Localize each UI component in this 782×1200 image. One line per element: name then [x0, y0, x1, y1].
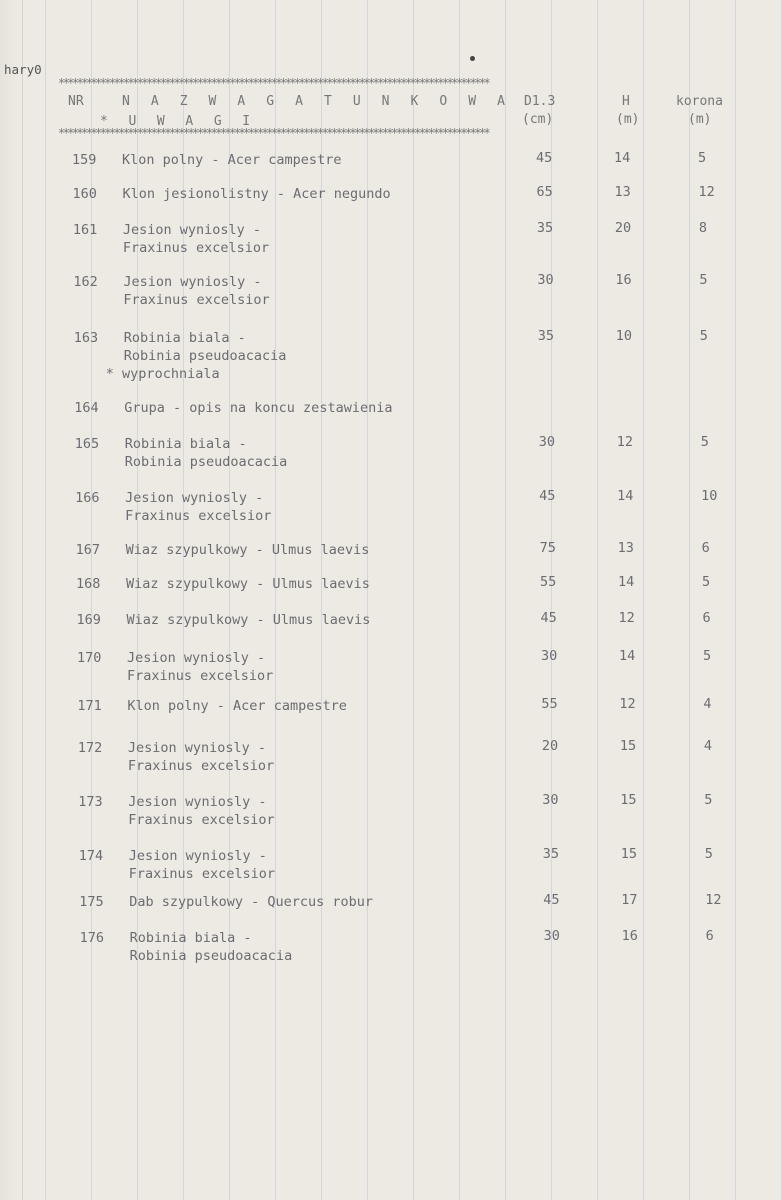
column-header-diameter-unit: (cm) [522, 112, 554, 127]
species-latin: Fraxinus excelsior [122, 240, 270, 256]
row-number: 161 [72, 222, 98, 238]
crown-value: 5 [698, 150, 707, 166]
diameter-value: 45 [536, 150, 553, 166]
height-value: 15 [619, 738, 637, 754]
row-number: 175 [79, 894, 104, 910]
species-latin: Robinia pseudoacacia [129, 948, 293, 964]
crown-value: 5 [699, 328, 708, 344]
diameter-value: 55 [541, 696, 558, 712]
species-name: Klon jesionolistny - Acer negundo [122, 186, 391, 202]
crown-value: 5 [704, 792, 713, 808]
crown-value: 5 [702, 648, 712, 664]
diameter-value: 20 [541, 738, 559, 754]
crown-value: 8 [698, 220, 708, 236]
species-name: Robinia biala - [123, 330, 246, 346]
row-number: 162 [73, 274, 98, 290]
species-latin: Fraxinus excelsior [123, 292, 270, 308]
diameter-value: 35 [537, 328, 555, 344]
column-header-height: H [622, 94, 630, 109]
species-name: Wiaz szypulkowy - Ulmus laevis [125, 542, 370, 558]
row-number: 160 [72, 186, 97, 202]
crown-value: 12 [698, 184, 715, 200]
height-value: 14 [614, 150, 631, 166]
height-value: 14 [617, 488, 634, 504]
crown-value: 6 [701, 540, 710, 556]
height-value: 20 [614, 220, 632, 236]
height-value: 12 [619, 696, 636, 712]
species-name: Wiaz szypulkowy - Ulmus laevis [126, 576, 370, 592]
row-number: 167 [75, 542, 100, 558]
row-number: 173 [78, 794, 103, 810]
crown-value: 5 [702, 574, 711, 590]
margin-line [22, 0, 23, 1200]
ink-dot [470, 56, 475, 61]
species-latin: Fraxinus excelsior [125, 508, 272, 524]
column-header-crown-unit: (m) [688, 112, 712, 127]
species-name: Jesion wyniosly - [128, 848, 267, 864]
row-number: 176 [79, 930, 105, 946]
height-value: 16 [615, 272, 632, 288]
species-name: Robinia biala - [129, 930, 252, 946]
species-latin: Robinia pseudoacacia [124, 454, 288, 470]
diameter-value: 45 [543, 892, 560, 908]
diameter-value: 45 [539, 488, 556, 504]
height-value: 13 [614, 184, 631, 200]
column-header-remarks: * U W A G I [100, 114, 257, 129]
height-value: 15 [620, 792, 637, 808]
row-number: 174 [78, 848, 104, 864]
row-number: 171 [77, 698, 102, 714]
diameter-value: 75 [539, 540, 556, 556]
height-value: 14 [618, 574, 635, 590]
height-value: 17 [621, 892, 638, 908]
height-value: 16 [621, 928, 638, 944]
species-name: Wiaz szypulkowy - Ulmus laevis [126, 612, 371, 628]
crown-value: 5 [700, 434, 709, 450]
row-number: 163 [73, 330, 99, 346]
crown-value: 5 [699, 272, 708, 288]
species-name: Jesion wyniosly - [126, 650, 266, 666]
diameter-value: 35 [542, 846, 560, 862]
height-value: 10 [615, 328, 633, 344]
crown-value: 6 [705, 928, 714, 944]
diameter-value: 30 [540, 648, 558, 664]
crown-value: 5 [704, 846, 713, 862]
species-latin: Fraxinus excelsior [128, 866, 276, 882]
height-value: 14 [618, 648, 636, 664]
species-latin: Fraxinus excelsior [128, 812, 275, 828]
species-latin: Robinia pseudoacacia [123, 348, 287, 364]
height-value: 15 [620, 846, 638, 862]
crown-value: 12 [705, 892, 722, 908]
species-name: Jesion wyniosly - [125, 490, 264, 506]
species-name: Klon polny - Acer campestre [127, 698, 347, 714]
column-header-crown: korona [676, 94, 723, 109]
row-number: 164 [74, 400, 99, 416]
diameter-value: 30 [538, 434, 555, 450]
row-number: 172 [77, 740, 103, 756]
species-latin: Fraxinus excelsior [127, 758, 275, 774]
species-name: Dab szypulkowy - Quercus robur [129, 894, 374, 910]
diameter-value: 30 [542, 792, 559, 808]
column-header-height-unit: (m) [616, 112, 640, 127]
crown-value: 4 [703, 738, 712, 754]
row-number: 166 [75, 490, 100, 506]
column-header-nr: NR [68, 94, 84, 109]
header-bottom-rule: ********************************************************************************************* [58, 126, 489, 140]
diameter-value: 35 [536, 220, 554, 236]
height-value: 12 [618, 610, 635, 626]
diameter-value: 30 [543, 928, 560, 944]
row-number: 165 [74, 436, 100, 452]
diameter-value: 65 [536, 184, 553, 200]
diameter-value: 30 [537, 272, 554, 288]
column-header-name: N A Z W A G A T U N K O W A [122, 94, 512, 109]
species-name: Jesion wyniosly - [127, 740, 267, 756]
row-number: 159 [72, 152, 97, 168]
height-value: 12 [616, 434, 633, 450]
diameter-value: 45 [540, 610, 557, 626]
crown-value: 10 [701, 488, 718, 504]
species-latin: Fraxinus excelsior [126, 668, 274, 684]
column-header-diameter: D1.3 [524, 94, 556, 109]
diameter-value: 55 [540, 574, 557, 590]
file-name: hary0 [4, 62, 42, 77]
crown-value: 6 [702, 610, 711, 626]
crown-value: 4 [703, 696, 712, 712]
remarks-note: * wyprochniala [105, 366, 220, 382]
species-name: Robinia biala - [124, 436, 247, 452]
species-name: Grupa - opis na koncu zestawienia [124, 400, 393, 416]
row-number: 170 [76, 650, 102, 666]
species-name: Klon polny - Acer campestre [122, 152, 342, 168]
species-name: Jesion wyniosly - [123, 274, 262, 290]
row-number: 169 [76, 612, 101, 628]
header-top-rule: ********************************************************************************************* [58, 76, 489, 90]
height-value: 13 [617, 540, 634, 556]
species-name: Jesion wyniosly - [128, 794, 267, 810]
species-name: Jesion wyniosly - [122, 222, 262, 238]
row-number: 168 [76, 576, 101, 592]
